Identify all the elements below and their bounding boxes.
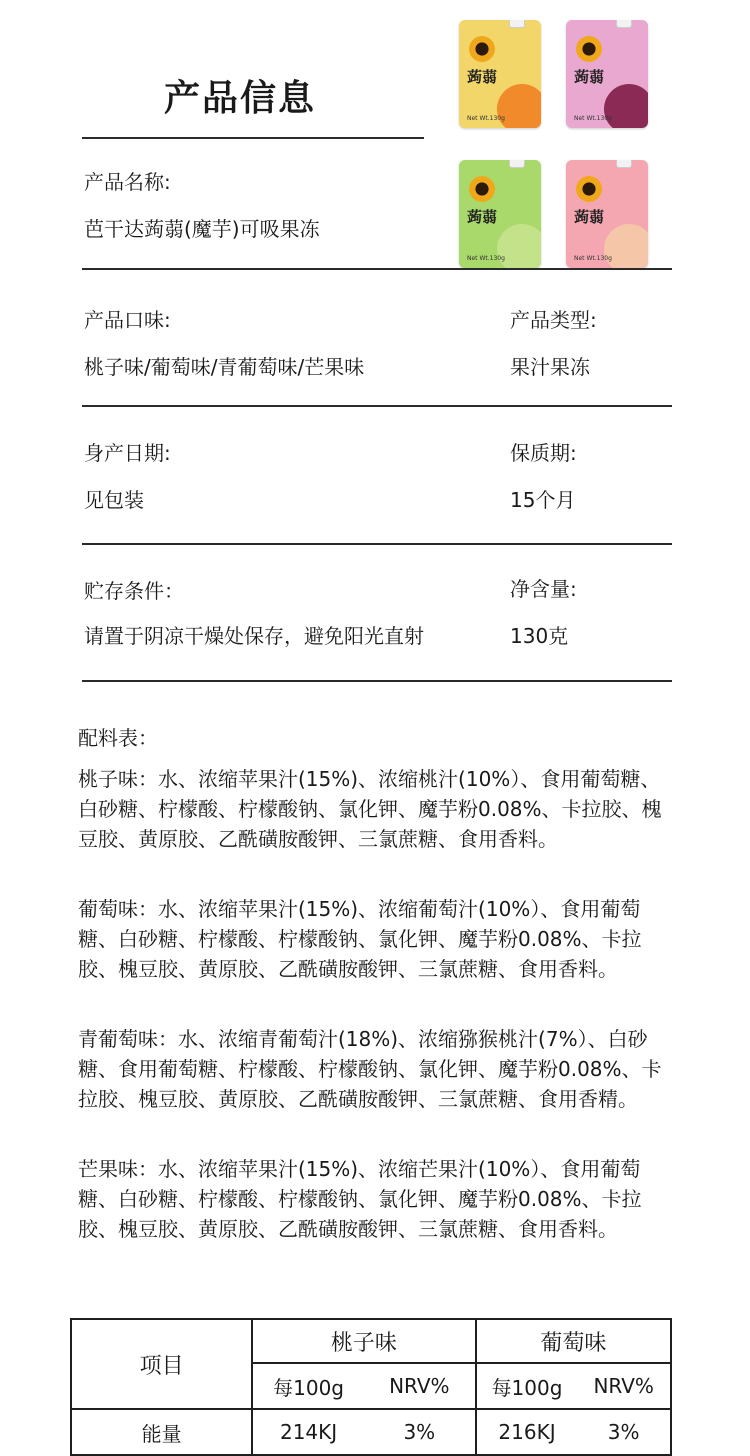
spout-cap-icon — [616, 160, 632, 168]
energy-row-label: 能量 — [71, 1409, 252, 1455]
type-value: 果汁果冻 — [510, 355, 590, 379]
peach-header: 桃子味 — [252, 1319, 475, 1363]
ingredients-peach: 桃子味：水、浓缩苹果汁(15%)、浓缩桃汁(10%）、食用葡萄糖、白砂糖、柠檬酸、柠檬酸钠、氯化钾、魔芋粉0.08%、卡拉胶、槐豆胶、黄原胶、乙酰磺胺酸钾、三氯蔗糖、食用香料。 — [78, 767, 662, 851]
divider-1 — [82, 268, 672, 270]
name-label: 产品名称: — [84, 170, 171, 194]
shelf-value: 15个月 — [510, 488, 576, 512]
grape-nrv-header: NRV% — [577, 1363, 671, 1409]
green-grape-pouch — [459, 160, 541, 268]
flower-logo-icon — [574, 34, 604, 64]
divider-3 — [82, 543, 672, 545]
net-weight-text: Net Wt.130g — [467, 115, 505, 122]
spout-cap-icon — [616, 20, 632, 28]
grape-pouch — [566, 20, 648, 128]
date-value: 见包装 — [84, 488, 144, 512]
date-label: 身产日期: — [84, 441, 171, 465]
ingredients-green-grape: 青葡萄味：水、浓缩青葡萄汁(18%)、浓缩猕猴桃汁(7%）、白砂糖、食用葡萄糖、柠檬酸、柠檬酸钠、氯化钾、魔芋粉0.08%、卡拉胶、槐豆胶、黄原胶、乙酰磺胺酸钾、三氯蔗糖、食用香精。 — [78, 1027, 662, 1111]
net-weight-text: Net Wt.130g — [574, 115, 612, 122]
type-label: 产品类型: — [510, 308, 597, 332]
flower-logo-icon — [467, 174, 497, 204]
shelf-label: 保质期: — [510, 441, 577, 465]
brand-text: 蒟蒻 — [467, 68, 498, 86]
storage-label: 贮存条件： — [84, 579, 184, 603]
peach-energy: 214KJ — [252, 1409, 364, 1455]
spout-cap-icon — [509, 20, 525, 28]
brand-text: 蒟蒻 — [574, 68, 605, 86]
peach-nrv-header: NRV% — [364, 1363, 476, 1409]
grape-energy-nrv: 3% — [577, 1409, 671, 1455]
item-header: 项目 — [71, 1319, 252, 1409]
ingredients-label: 配料表： — [78, 726, 158, 750]
flavor-value: 桃子味/葡萄味/青葡萄味/芒果味 — [84, 355, 365, 379]
title-divider — [82, 137, 424, 139]
nutrition-table — [70, 1318, 672, 1456]
grape-energy: 216KJ — [476, 1409, 578, 1455]
page-title: 产品信息 — [164, 78, 317, 119]
peach-per-header: 每100g — [252, 1363, 364, 1409]
net-label: 净含量: — [510, 577, 577, 601]
net-weight-text: Net Wt.130g — [467, 255, 505, 262]
peach-energy-nrv: 3% — [364, 1409, 476, 1455]
net-value: 130克 — [510, 624, 569, 648]
net-weight-text: Net Wt.130g — [574, 255, 612, 262]
mango-pouch — [459, 20, 541, 128]
flower-logo-icon — [574, 174, 604, 204]
grape-header: 葡萄味 — [476, 1319, 671, 1363]
brand-text: 蒟蒻 — [467, 208, 498, 226]
storage-value: 请置于阴凉干燥处保存，避免阳光直射 — [84, 624, 424, 648]
ingredients-grape: 葡萄味：水、浓缩苹果汁(15%)、浓缩葡萄汁(10%）、食用葡萄糖、白砂糖、柠檬酸、柠檬酸钠、氯化钾、魔芋粉0.08%、卡拉胶、槐豆胶、黄原胶、乙酰磺胺酸钾、三氯蔗糖、食用香料。 — [78, 897, 642, 981]
divider-4 — [82, 680, 672, 682]
brand-text: 蒟蒻 — [574, 208, 605, 226]
flower-logo-icon — [467, 34, 497, 64]
ingredients-mango: 芒果味：水、浓缩苹果汁(15%)、浓缩芒果汁(10%）、食用葡萄糖、白砂糖、柠檬酸、柠檬酸钠、氯化钾、魔芋粉0.08%、卡拉胶、槐豆胶、黄原胶、乙酰磺胺酸钾、三氯蔗糖、食用香料。 — [78, 1157, 642, 1241]
name-value: 芭干达蒟蒻(魔芋)可吸果冻 — [84, 217, 320, 241]
peach-pouch — [566, 160, 648, 268]
flavor-label: 产品口味: — [84, 308, 171, 332]
spout-cap-icon — [509, 160, 525, 168]
grape-per-header: 每100g — [476, 1363, 578, 1409]
divider-2 — [82, 405, 672, 407]
